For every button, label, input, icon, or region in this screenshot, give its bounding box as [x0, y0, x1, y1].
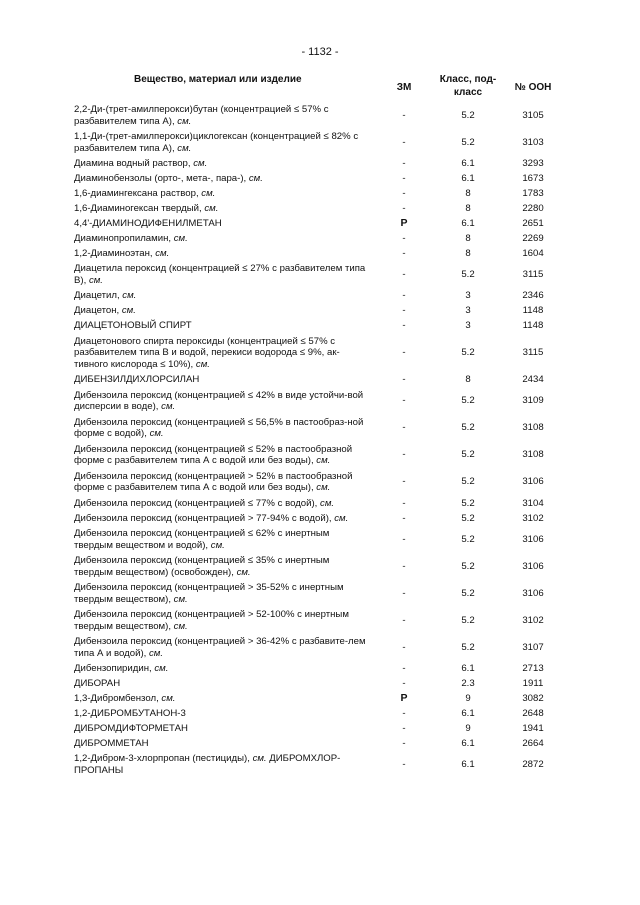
header-class: Класс, под-класс	[439, 74, 497, 98]
substance-name: Диаминопропиламин, см.	[74, 233, 188, 245]
table-row	[74, 171, 564, 186]
hazard-class: 6.1	[461, 759, 475, 771]
substance-name: Дибензоила пероксид (концентрацией > 35-52% с инертным твердым веществом), см.	[74, 581, 344, 605]
em-mark: -	[402, 395, 406, 407]
table-row	[74, 511, 564, 526]
em-mark: -	[402, 305, 406, 317]
em-mark: -	[402, 202, 406, 214]
em-mark: -	[402, 560, 406, 572]
un-number: 3106	[522, 560, 544, 572]
hazard-class: 5.2	[461, 476, 475, 488]
hazard-class: 3	[465, 305, 471, 317]
table-row	[74, 388, 564, 415]
table-row	[74, 289, 564, 304]
substance-name: 1,3-Дибромбензол, см.	[74, 692, 176, 704]
em-mark: -	[402, 587, 406, 599]
table-header	[74, 72, 564, 102]
substance-name: Диацетил, см.	[74, 290, 137, 302]
table-row	[74, 304, 564, 319]
substance-name: 1,2-Дибром-3-хлорпропан (пестициды), см. ДИБРОМХЛОР-ПРОПАНЫ	[74, 753, 341, 777]
table-row	[74, 442, 564, 469]
em-mark: -	[402, 497, 406, 509]
hazard-class: 5.2	[461, 395, 475, 407]
em-mark: -	[402, 449, 406, 461]
table-row	[74, 319, 564, 334]
un-number: 3102	[522, 512, 544, 524]
un-number: 3082	[522, 692, 544, 704]
hazard-class: 3	[465, 320, 471, 332]
un-number: 3109	[522, 395, 544, 407]
table-row	[74, 737, 564, 752]
em-mark: -	[402, 269, 406, 281]
substance-name: Дибензопиридин, см.	[74, 662, 169, 674]
substance-name: Дибензоила пероксид (концентрацией > 52-100% с инертным твердым веществом), см.	[74, 608, 349, 632]
un-number: 3106	[522, 533, 544, 545]
substance-name: Диацетонового спирта пероксиды (концентрацией ≤ 57% с разбавителем типа В и водой, перекиси водорода ≤ 9%, ак-тивного кислорода ≤ 10%), см.	[74, 335, 340, 371]
table-row	[74, 186, 564, 201]
em-mark: -	[402, 662, 406, 674]
table-row	[74, 580, 564, 607]
un-number: 1941	[522, 723, 544, 735]
em-mark: -	[402, 248, 406, 260]
em-mark: -	[402, 157, 406, 169]
hazard-class: 5.2	[461, 497, 475, 509]
hazard-class: 5.2	[461, 422, 475, 434]
table-row	[74, 722, 564, 737]
substance-name: Дибензоила пероксид (концентрацией ≤ 52% в пастообразной форме с разбавителем типа А с водой или без воды), см.	[74, 443, 353, 467]
em-mark: -	[402, 233, 406, 245]
un-number: 1783	[522, 187, 544, 199]
table-row	[74, 496, 564, 511]
hazard-class: 6.1	[461, 157, 475, 169]
em-mark: P	[400, 216, 408, 229]
table-body	[74, 102, 564, 779]
table-row	[74, 661, 564, 676]
substance-name: ДИАЦЕТОНОВЫЙ СПИРТ	[74, 320, 192, 332]
un-number: 3106	[522, 476, 544, 488]
table-row	[74, 676, 564, 691]
header-un: № ООН	[514, 81, 552, 93]
un-number: 3107	[522, 641, 544, 653]
substance-name: 1,1-Ди-(трет-амилперокси)циклогексан (концентрацией ≤ 82% с разбавителем типа А), см.	[74, 130, 359, 154]
table-row	[74, 607, 564, 634]
table-row	[74, 634, 564, 661]
hazard-class: 8	[465, 248, 471, 260]
hazard-class: 6.1	[461, 172, 475, 184]
hazard-class: 5.2	[461, 136, 475, 148]
table-row	[74, 415, 564, 442]
header-em: ЗМ	[396, 81, 412, 93]
substance-name: Дибензоила пероксид (концентрацией > 36-42% с разбавите-лем типа А и водой), см.	[74, 635, 366, 659]
hazard-class: 5.2	[461, 269, 475, 281]
un-number: 1604	[522, 248, 544, 260]
hazard-class: 6.1	[461, 708, 475, 719]
header-substance: Вещество, материал или изделие	[134, 74, 302, 85]
em-mark: -	[402, 320, 406, 332]
em-mark: P	[400, 691, 408, 704]
substance-name: Диаминобензолы (орто-, мета-, пара-), см.	[74, 172, 263, 184]
table-row	[74, 526, 564, 553]
em-mark: -	[402, 723, 406, 735]
em-mark: -	[402, 641, 406, 653]
substance-name: Диамина водный раствор, см.	[74, 157, 208, 169]
hazard-class: 2.3	[461, 677, 475, 689]
em-mark: -	[402, 738, 406, 750]
hazard-class: 5.2	[461, 641, 475, 653]
substance-table	[74, 72, 564, 779]
substance-name: Дибензоила пероксид (концентрацией ≤ 77% с водой), см.	[74, 497, 335, 509]
hazard-class: 5.2	[461, 449, 475, 461]
em-mark: -	[402, 533, 406, 545]
em-mark: -	[402, 172, 406, 184]
page-number: - 1132 -	[301, 46, 339, 58]
un-number: 3115	[522, 347, 544, 359]
un-number: 2434	[522, 374, 544, 386]
un-number: 2651	[522, 217, 544, 229]
hazard-class: 5.2	[461, 347, 475, 359]
table-row	[74, 247, 564, 262]
un-number: 3102	[522, 614, 544, 626]
table-row	[74, 262, 564, 289]
table-row	[74, 129, 564, 156]
em-mark: -	[402, 759, 406, 771]
table-row	[74, 156, 564, 171]
hazard-class: 9	[465, 692, 471, 704]
substance-name: Дибензоила пероксид (концентрацией ≤ 62% с инертным твердым веществом и водой), см.	[74, 527, 330, 551]
em-mark: -	[402, 136, 406, 148]
un-number: 1148	[522, 320, 544, 332]
un-number: 3115	[522, 269, 544, 281]
table-row	[74, 469, 564, 496]
em-mark: -	[402, 708, 406, 719]
table-row	[74, 334, 564, 373]
hazard-class: 5.2	[461, 533, 475, 545]
table-row	[74, 691, 564, 706]
hazard-class: 3	[465, 290, 471, 302]
un-number: 2269	[522, 233, 544, 245]
table-row	[74, 201, 564, 216]
substance-name: Диацетон, см.	[74, 305, 136, 317]
substance-name: Дибензоила пероксид (концентрацией ≤ 35% с инертным твердым веществом) (освобожден), см.	[74, 554, 330, 578]
em-mark: -	[402, 109, 406, 121]
em-mark: -	[402, 512, 406, 524]
substance-name: Диацетила пероксид (концентрацией ≤ 27% с разбавителем типа В), см.	[74, 263, 366, 287]
un-number: 3108	[522, 449, 544, 461]
un-number: 3108	[522, 422, 544, 434]
table-row	[74, 373, 564, 388]
hazard-class: 5.2	[461, 560, 475, 572]
hazard-class: 8	[465, 374, 471, 386]
un-number: 3293	[522, 157, 544, 169]
substance-name: 1,6-Диаминогексан твердый, см.	[74, 202, 219, 214]
un-number: 2346	[522, 290, 544, 302]
un-number: 2872	[522, 759, 544, 771]
substance-name: ДИБОРАН	[74, 677, 121, 689]
substance-name: Дибензоила пероксид (концентрацией ≤ 56,5% в пастообраз-ной форме с водой), см.	[74, 416, 364, 440]
table-row	[74, 231, 564, 246]
em-mark: -	[402, 422, 406, 434]
hazard-class: 9	[465, 723, 471, 735]
substance-name: 2,2-Ди-(трет-амилперокси)бутан (концентрацией ≤ 57% с разбавителем типа А), см.	[74, 103, 329, 127]
hazard-class: 5.2	[461, 109, 475, 121]
hazard-class: 8	[465, 233, 471, 245]
un-number: 2713	[522, 662, 544, 674]
em-mark: -	[402, 614, 406, 626]
hazard-class: 5.2	[461, 512, 475, 524]
em-mark: -	[402, 347, 406, 359]
un-number: 1911	[522, 677, 544, 689]
table-row	[74, 553, 564, 580]
substance-name: 1,2-Диаминоэтан, см.	[74, 248, 170, 260]
table-row	[74, 752, 564, 779]
un-number: 3103	[522, 136, 544, 148]
em-mark: -	[402, 290, 406, 302]
un-number: 1673	[522, 172, 544, 184]
hazard-class: 5.2	[461, 614, 475, 626]
un-number: 2280	[522, 202, 544, 214]
em-mark: -	[402, 476, 406, 488]
table-row	[74, 102, 564, 129]
hazard-class: 5.2	[461, 587, 475, 599]
substance-name: ДИБРОММЕТАН	[74, 738, 149, 750]
un-number: 3105	[522, 109, 544, 121]
hazard-class: 8	[465, 187, 471, 199]
em-mark: -	[402, 677, 406, 689]
substance-name: 1,2-ДИБРОМБУТАНОН-3	[74, 708, 186, 719]
substance-name: Дибензоила пероксид (концентрацией > 77-94% с водой), см.	[74, 512, 349, 524]
substance-name: Дибензоила пероксид (концентрацией > 52% в пастообразной форме с разбавителем типа А с водой или без воды), см.	[74, 470, 353, 494]
substance-name: ДИБРОМДИФТОРМЕТАН	[74, 723, 188, 735]
un-number: 1148	[522, 305, 544, 317]
em-mark: -	[402, 374, 406, 386]
substance-name: 1,6-диамингексана раствор, см.	[74, 187, 216, 199]
table-row	[74, 706, 564, 721]
hazard-class: 6.1	[461, 738, 475, 750]
substance-name: 4,4'-ДИАМИНОДИФЕНИЛМЕТАН	[74, 217, 222, 229]
header-row	[74, 72, 564, 102]
un-number: 2664	[522, 738, 544, 750]
un-number: 3106	[522, 587, 544, 599]
substance-name: Дибензоила пероксид (концентрацией ≤ 42% в виде устойчи-вой дисперсии в воде), см.	[74, 389, 364, 413]
em-mark: -	[402, 187, 406, 199]
substance-name: ДИБЕНЗИЛДИХЛОРСИЛАН	[74, 374, 200, 386]
hazard-class: 6.1	[461, 217, 475, 229]
un-number: 3104	[522, 497, 544, 509]
hazard-class: 8	[465, 202, 471, 214]
table-row	[74, 216, 564, 231]
hazard-class: 6.1	[461, 662, 475, 674]
un-number: 2648	[522, 708, 544, 719]
